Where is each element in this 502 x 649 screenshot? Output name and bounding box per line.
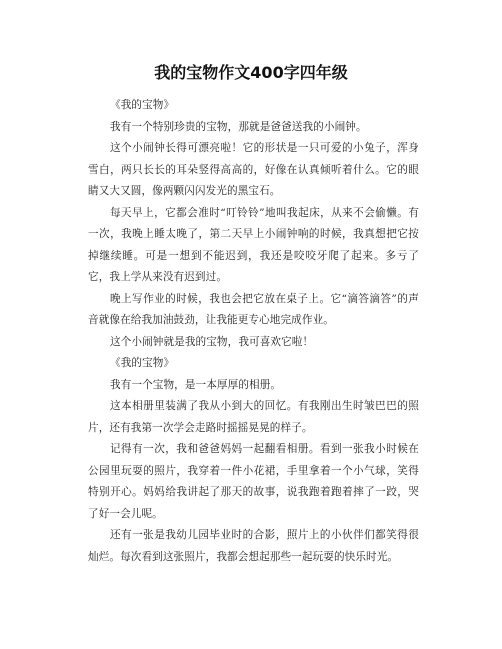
paragraph: 记得有一次，我和爸爸妈妈一起翻看相册。看到一张我小时候在公园里玩耍的照片，我穿着一件小花裙，手里拿着一个小气球，笑得特别开心。妈妈给我讲起了那天的故事，说我跑着跑着摔了一跤，哭了好一会儿呢。 — [88, 443, 419, 520]
paragraph: 每天早上，它都会准时“叮铃铃”地叫我起床，从来不会偷懒。有一次，我晚上睡太晚了，第二天早上小闹钟响的时候，我真想把它按掉继续睡。可是一想到不能迟到，我还是咬咬牙爬了起来。多亏了它，我上学从来没有迟到过。 — [88, 206, 419, 283]
essay-2-heading: 《我的宝物》 — [110, 357, 175, 369]
paragraph: 这本相册里装满了我从小到大的回忆。有我刚出生时皱巴巴的照片，还有我第一次学会走路时摇摇晃晃的样子。 — [88, 400, 419, 434]
paragraph: 这个小闹钟就是我的宝物，我可喜欢它啦！ — [110, 335, 314, 348]
essay-1-heading: 《我的宝物》 — [110, 99, 175, 111]
paragraph: 我有一个特别珍贵的宝物，那就是爸爸送我的小闹钟。 — [110, 120, 367, 133]
paragraph: 我有一个宝物，是一本厚厚的相册。 — [110, 378, 282, 391]
document-body — [0, 95, 502, 568]
paragraph: 晚上写作业的时候，我也会把它放在桌子上。它“滴答滴答”的声音就像在给我加油鼓劲，让我能更专心地完成作业。 — [88, 292, 419, 326]
document-title: 我的宝物作文400字四年级 — [154, 63, 348, 82]
paragraph: 这个小闹钟长得可漂亮啦！它的形状是一只可爱的小兔子，浑身雪白，两只长长的耳朵竖得高高的，好像在认真倾听着什么。它的眼睛又大又圆，像两颗闪闪发光的黑宝石。 — [88, 142, 419, 197]
paragraph: 还有一张是我幼儿园毕业时的合影，照片上的小伙伴们都笑得很灿烂。每次看到这张照片，我都会想起那些一起玩耍的快乐时光。 — [88, 529, 419, 563]
